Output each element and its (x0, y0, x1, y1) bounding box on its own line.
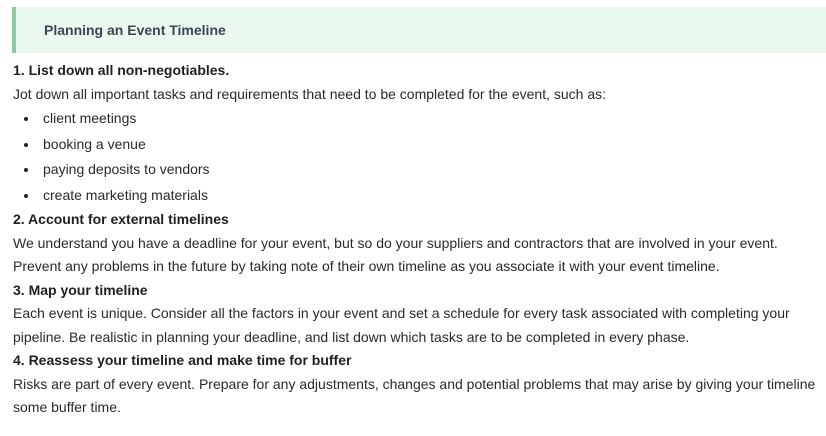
list-item-label: paying deposits to vendors (43, 161, 210, 177)
section-text: Each event is unique. Consider all the factors in your event and set a schedule for every task associated with completing your pipeline. Be realistic in planning your deadline, and list down which tasks are to be completed in every phase. (13, 305, 790, 345)
section-heading: 4. Reassess your timeline and make time for buffer (13, 352, 352, 368)
list-item-label: client meetings (43, 110, 137, 126)
bullet-icon (24, 143, 28, 147)
section-2 (13, 208, 818, 279)
section-heading: 1. List down all non-negotiables. (13, 62, 230, 78)
bullet-icon (24, 117, 28, 121)
list-item-label: create marketing materials (43, 186, 208, 203)
section-text: Risks are part of every event. Prepare for any adjustments, changes and potential problems that may arise by giving your timeline some buffer time. (13, 375, 816, 415)
list-item-label: booking a venue (43, 135, 146, 152)
section-3 (13, 279, 818, 350)
section-1 (13, 59, 818, 208)
list-item (13, 157, 818, 183)
callout-box (12, 7, 826, 53)
list-item (13, 183, 818, 209)
section-text: We understand you have a deadline for your event, but so do your suppliers and contractors that are involved in your event. Prevent any problems in the future by taking note of their own timeline as you associate it with your event timeline. (13, 234, 778, 274)
section-heading: 3. Map your timeline (13, 281, 148, 298)
section-4 (13, 349, 818, 420)
section-heading: 2. Account for external timelines (13, 211, 229, 227)
callout-title: Planning an Event Timeline (44, 22, 226, 38)
bullet-list (13, 106, 818, 208)
bullet-icon (24, 194, 28, 198)
list-item (13, 106, 818, 132)
bullet-icon (24, 168, 28, 172)
list-item (13, 132, 818, 158)
section-text: Jot down all important tasks and requirements that need to be completed for the event, such as: (13, 85, 607, 102)
article-content (13, 59, 818, 420)
